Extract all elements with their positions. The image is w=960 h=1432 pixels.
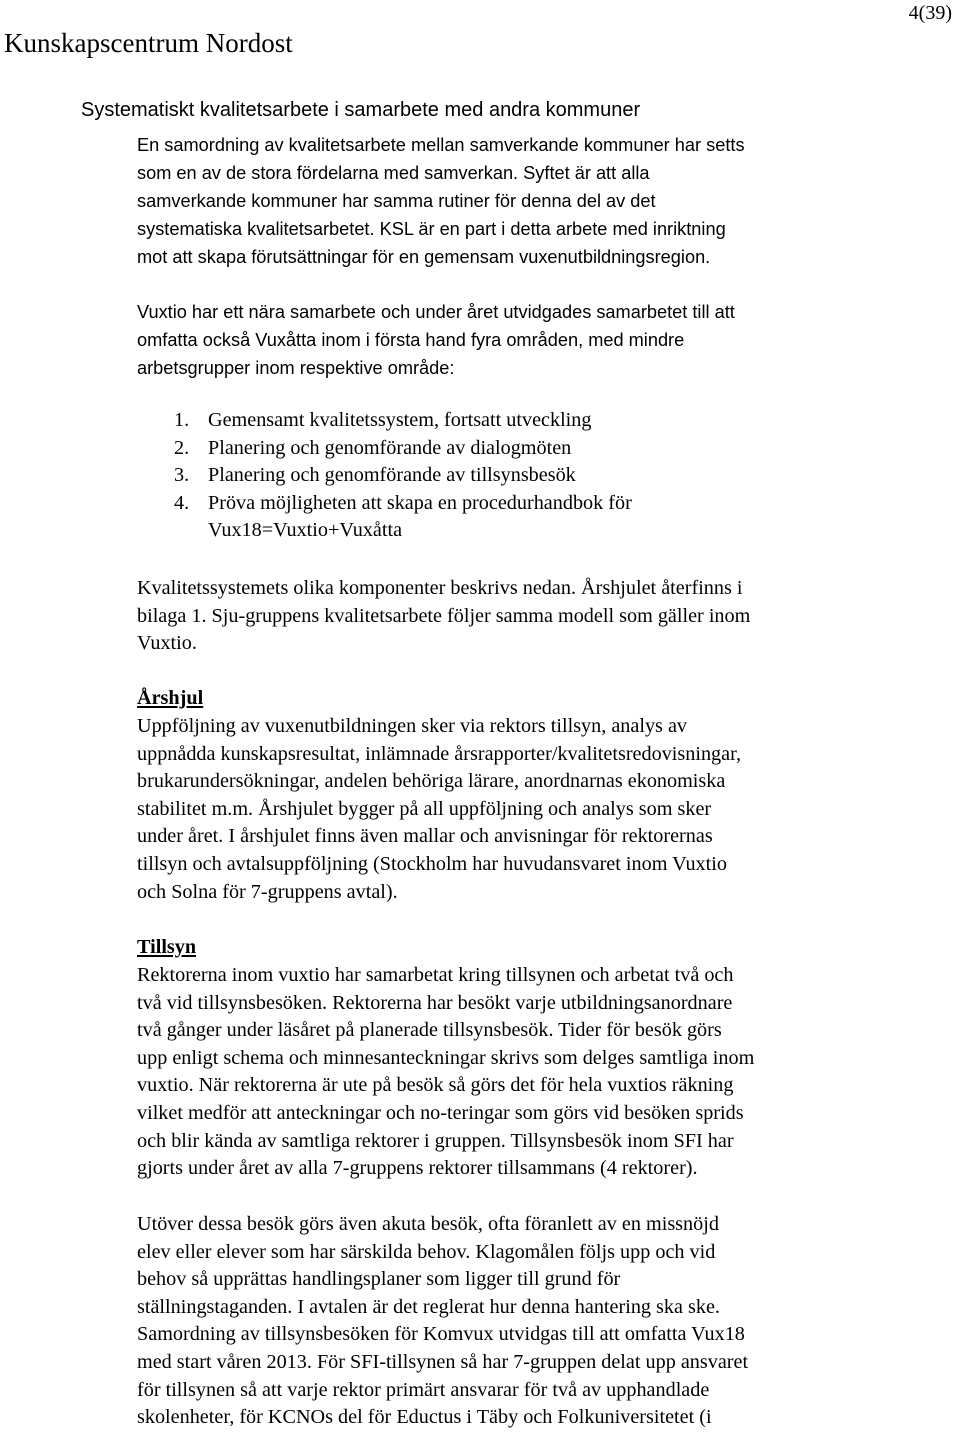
page-header bbox=[0, 0, 960, 80]
text-line: med start våren 2013. För SFI-tillsynen så har 7-gruppen delat upp ansvaret bbox=[137, 1350, 749, 1373]
arshjul-paragraph bbox=[137, 713, 741, 906]
text-line: bilaga 1. Sju-gruppens kvalitetsarbete följer samma modell som gäller inom bbox=[137, 604, 751, 627]
text-line: vuxtio. När rektorerna är ute på besök så görs det för hela vuxtios räkning bbox=[137, 1074, 734, 1097]
page-number: 4(39) bbox=[908, 2, 952, 24]
text-line: stabilitet m.m. Årshjulet bygger på all uppföljning och analys som sker bbox=[137, 797, 712, 820]
text-line: Vuxtio har ett nära samarbete och under året utvidgades samarbetet till att bbox=[137, 302, 735, 322]
list-number: 3. bbox=[174, 464, 190, 487]
tillsyn-heading: Tillsyn bbox=[137, 936, 197, 958]
components-paragraph bbox=[137, 575, 750, 658]
text-line: tillsyn och avtalsuppföljning (Stockholm har huvudansvaret inom Vuxtio bbox=[137, 852, 727, 875]
text-line: skolenheter, för KCNOs del för Eductus i Täby och Folkuniversitetet (i bbox=[137, 1406, 712, 1429]
text-line: Kvalitetssystemets olika komponenter beskrivs nedan. Årshjulet återfinns i bbox=[137, 577, 743, 599]
text-line: upp enligt schema och minnesanteckningar skrivs som delges samtliga inom bbox=[137, 1046, 755, 1069]
list-item bbox=[137, 435, 632, 463]
text-line: Utöver dessa besök görs även akuta besök, ofta föranlett av en missnöjd bbox=[137, 1213, 719, 1235]
text-line: och Solna för 7-gruppens avtal). bbox=[137, 880, 398, 903]
list-text: Pröva möjligheten att skapa en procedurhandbok för bbox=[208, 491, 632, 514]
list-text: Gemensamt kvalitetssystem, fortsatt utveckling bbox=[208, 409, 592, 431]
list-text: Planering och genomförande av dialogmöten bbox=[208, 436, 572, 459]
vuxtio-paragraph bbox=[137, 298, 735, 382]
text-line: under året. I årshjulet finns även mallar och anvisningar för rektorernas bbox=[137, 825, 713, 848]
list-number: 1. bbox=[174, 409, 190, 431]
list-text: Planering och genomförande av tillsynsbesök bbox=[208, 464, 576, 487]
text-line: Uppföljning av vuxenutbildningen sker via rektors tillsyn, analys av bbox=[137, 715, 688, 737]
list-number: 4. bbox=[174, 491, 190, 514]
list-item bbox=[137, 462, 632, 490]
text-line: som en av de stora fördelarna med samverkan. Syftet är att alla bbox=[137, 163, 650, 183]
focus-area-list bbox=[137, 407, 632, 545]
text-line: gjorts under året av alla 7-gruppens rektorer tillsammans (4 rektorer). bbox=[137, 1157, 698, 1180]
text-line: för tillsynen så att varje rektor primärt ansvarar för två av upphandlade bbox=[137, 1378, 710, 1401]
text-line: Vuxtio. bbox=[137, 632, 197, 655]
text-line: samverkande kommuner har samma rutiner för denna del av det bbox=[137, 191, 656, 211]
text-line: två gånger under läsåret på planerade tillsynsbesök. Tider för besök görs bbox=[137, 1019, 722, 1042]
text-line: två vid tillsynsbesöken. Rektorerna har besökt varje utbildningsanordnare bbox=[137, 991, 733, 1014]
text-line: En samordning av kvalitetsarbete mellan samverkande kommuner har setts bbox=[137, 135, 745, 155]
list-text: Vux18=Vuxtio+Vuxåtta bbox=[208, 519, 403, 542]
text-line: elev eller elever som har särskilda behov. Klagomålen följs upp och vid bbox=[137, 1240, 716, 1263]
text-line: Rektorerna inom vuxtio har samarbetat kring tillsynen och arbetat två och bbox=[137, 964, 734, 986]
text-line: systematiska kvalitetsarbetet. KSL är en part i detta arbete med inriktning bbox=[137, 219, 726, 239]
text-line: mot att skapa förutsättningar för en gemensam vuxenutbildningsregion. bbox=[137, 247, 711, 267]
section-heading: Systematiskt kvalitetsarbete i samarbete med andra kommuner bbox=[81, 99, 641, 121]
arshjul-heading: Årshjul bbox=[137, 687, 204, 709]
extra-visits-paragraph bbox=[137, 1211, 748, 1432]
text-line: arbetsgrupper inom respektive område: bbox=[137, 358, 455, 378]
list-item bbox=[137, 490, 632, 545]
list-item bbox=[137, 407, 632, 435]
text-line: brukarundersökningar, andelen behöriga lärare, anordnarnas ekonomiska bbox=[137, 770, 726, 793]
list-number: 2. bbox=[174, 436, 190, 459]
text-line: och blir kända av samtliga rektorer i gruppen. Tillsynsbesök inom SFI har bbox=[137, 1129, 734, 1152]
text-line: ställningstaganden. I avtalen är det reglerat hur denna hantering ska ske. bbox=[137, 1295, 720, 1318]
intro-paragraph bbox=[137, 131, 745, 271]
org-name: Kunskapscentrum Nordost bbox=[4, 28, 293, 58]
text-line: uppnådda kunskapsresultat, inlämnade årsrapporter/kvalitetsredovisningar, bbox=[137, 742, 742, 765]
tillsyn-paragraph bbox=[137, 962, 754, 1183]
text-line: vilket medför att anteckningar och no-teringar som görs vid besöken sprids bbox=[137, 1101, 744, 1124]
text-line: omfatta också Vuxåtta inom i första hand fyra områden, med mindre bbox=[137, 330, 685, 350]
text-line: behov så upprättas handlingsplaner som ligger till grund för bbox=[137, 1268, 621, 1291]
text-line: Samordning av tillsynsbesöken för Komvux utvidgas till att omfatta Vux18 bbox=[137, 1323, 745, 1346]
